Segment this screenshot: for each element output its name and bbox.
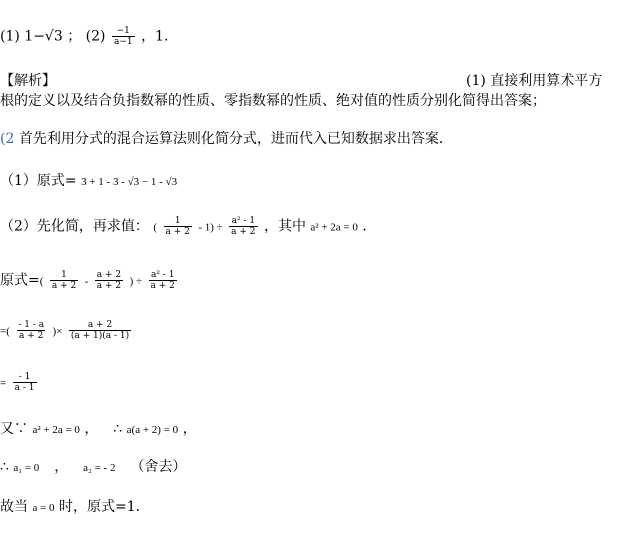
fraction-denominator: a + 2 bbox=[231, 227, 256, 237]
step-e-line bbox=[0, 458, 186, 477]
fraction-numerator: a + 2 bbox=[87, 320, 113, 330]
step-c-fraction bbox=[13, 372, 37, 393]
close-divide: ) ÷ bbox=[129, 275, 143, 288]
answer-part2-label: (2) bbox=[85, 28, 106, 45]
fraction-denominator: a + 2 bbox=[165, 227, 190, 237]
step-f-text-2: 时，原式=1． bbox=[59, 499, 150, 515]
fraction-numerator: 1 bbox=[174, 216, 181, 226]
solution1-line bbox=[0, 172, 177, 191]
fraction-numerator: 1 bbox=[61, 270, 67, 280]
step-f-expr: a = 0 bbox=[32, 502, 55, 514]
solution2-fraction-1 bbox=[164, 216, 192, 237]
step-e-a2: a₂ = - 2 bbox=[83, 462, 116, 474]
step-e-therefore: ∴ bbox=[0, 459, 9, 475]
paren-open: ( bbox=[153, 221, 158, 234]
step-d-end: ， bbox=[182, 421, 197, 437]
solution2-statement-line bbox=[0, 216, 376, 237]
step-d-equation-1: a² + 2a = 0 bbox=[32, 424, 80, 436]
answer-part1-expr: 1−√3 bbox=[24, 28, 63, 45]
analysis-step1-label: (1) bbox=[466, 73, 486, 89]
solution2-minus-one: - 1) ÷ bbox=[198, 221, 223, 234]
analysis-bracket-label: 【解析】 bbox=[0, 73, 56, 89]
analysis-step2-text: 首先利用分式的混合运算法则化简分式，进而代入已知数据求出答案． bbox=[18, 131, 453, 147]
analysis-step1-text-a: 直接利用算术平方 bbox=[490, 73, 603, 89]
step-d-therefore: ∴ bbox=[113, 421, 123, 437]
answer-line bbox=[0, 26, 168, 47]
solution1-expression: 3 + 1 - 3 - √3 − 1 - √3 bbox=[81, 176, 178, 188]
step-e-comma: ， bbox=[54, 459, 69, 475]
answer-part1-label: (1) bbox=[0, 28, 20, 45]
step-c-label: = bbox=[0, 377, 7, 390]
fraction-numerator: - 1 bbox=[18, 372, 31, 382]
analysis-step1-continued bbox=[0, 92, 546, 110]
solution2-fraction-2 bbox=[229, 216, 257, 237]
step-a-fraction-2 bbox=[95, 270, 123, 291]
solution2-condition-expr: a² + 2a = 0 bbox=[310, 221, 358, 234]
step-b-line bbox=[0, 320, 133, 341]
fraction-denominator: a + 2 bbox=[51, 281, 77, 291]
step-b-label: =( bbox=[0, 325, 10, 338]
analysis-step1-start bbox=[466, 72, 602, 90]
fraction-numerator: - 1 - a bbox=[18, 320, 45, 330]
fraction-denominator: (a + 1)(a - 1) bbox=[70, 331, 130, 341]
solution2-condition-text: ，其中 bbox=[263, 218, 306, 235]
fraction-denominator: a - 1 bbox=[14, 383, 35, 393]
solution2-condition-end: ． bbox=[362, 218, 377, 235]
step-d-comma: ， bbox=[84, 421, 99, 437]
times-sign: )× bbox=[52, 325, 63, 338]
step-e-a1: a₁ = 0 bbox=[13, 462, 40, 474]
step-a-fraction-1 bbox=[50, 270, 78, 291]
analysis-step1-text-b: 根的定义以及结合负指数幂的性质、零指数幂的性质、绝对值的性质分别化简得出答案； bbox=[0, 93, 546, 109]
fraction-denominator: a−1 bbox=[113, 37, 133, 47]
fraction-denominator: a + 2 bbox=[19, 331, 44, 341]
step-f-line bbox=[0, 498, 150, 517]
step-f-text-1: 故当 bbox=[0, 499, 28, 515]
step-d-line bbox=[0, 420, 197, 439]
fraction-numerator: a² - 1 bbox=[231, 216, 256, 226]
step-d-equation-2: a(a + 2) = 0 bbox=[126, 424, 179, 436]
fraction-numerator: a + 2 bbox=[96, 270, 122, 280]
minus-sign: - bbox=[84, 275, 89, 288]
step-b-fraction-2 bbox=[69, 320, 131, 341]
fraction-denominator: a + 2 bbox=[150, 281, 175, 291]
analysis-step2-line bbox=[0, 130, 453, 148]
step-d-prefix: 又∵ bbox=[0, 421, 28, 437]
step-e-note: （舍去） bbox=[130, 459, 187, 475]
fraction-numerator: a² - 1 bbox=[150, 270, 175, 280]
step-a-fraction-3 bbox=[149, 270, 177, 291]
step-c-line bbox=[0, 372, 39, 393]
analysis-step2-label: (2 bbox=[0, 131, 15, 147]
answer-part2-fraction bbox=[112, 26, 135, 47]
step-a-line bbox=[0, 270, 179, 291]
step-a-label: 原式= bbox=[0, 272, 40, 289]
analysis-header-line bbox=[0, 72, 630, 90]
solution2-label: （2）先化简，再求值： bbox=[0, 218, 149, 235]
paren-open: ( bbox=[39, 275, 44, 288]
answer-separator: ； bbox=[67, 28, 82, 45]
step-b-fraction-1 bbox=[16, 320, 46, 341]
fraction-numerator: −1 bbox=[116, 26, 130, 36]
solution1-label: （1）原式= bbox=[0, 173, 77, 189]
answer-part2-tail: ，1. bbox=[141, 28, 169, 45]
fraction-denominator: a + 2 bbox=[96, 281, 122, 291]
